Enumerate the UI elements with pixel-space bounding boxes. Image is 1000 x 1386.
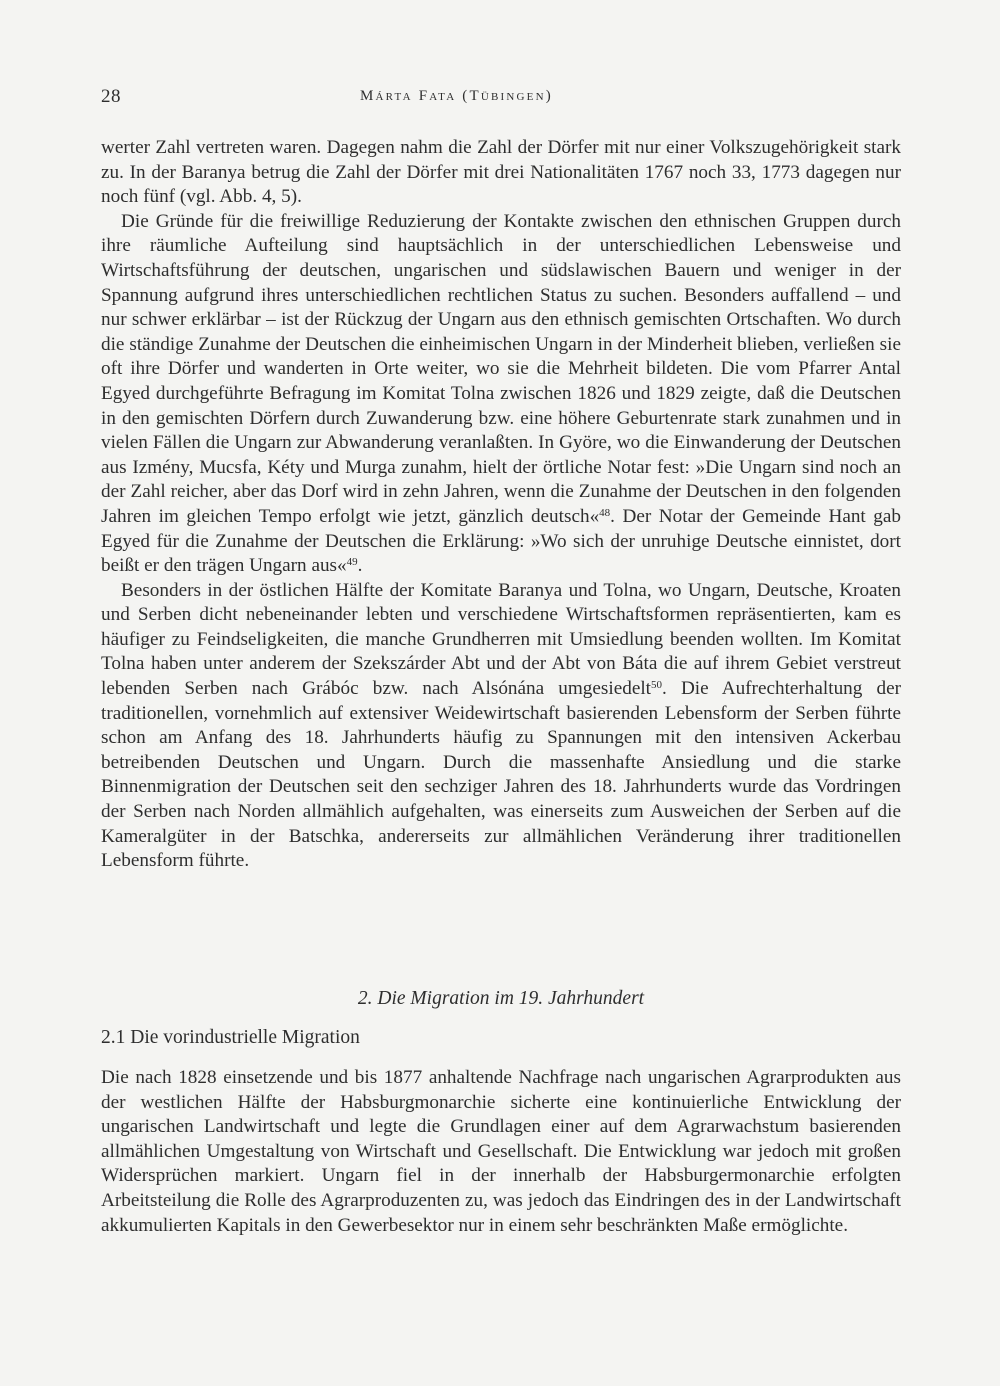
footnote-ref: 48 xyxy=(599,506,611,519)
paragraph-1-text: werter Zahl vertreten waren. Dagegen nahm die Zahl der Dörfer mit nur einer Volkszugehörigkeit stark zu. In der Baranya betrug die Zahl der Dörfer mit drei Nationalitäten 1767 noch 33, 1773 dagegen nur noch fünf (vgl. Abb. 4, 5). xyxy=(101,137,901,208)
body-text xyxy=(101,136,901,874)
paragraph-2-text-c: . xyxy=(357,555,363,577)
running-head: Márta Fata (Tübingen) xyxy=(360,88,553,104)
paragraph-3 xyxy=(101,579,901,874)
paragraph-3-text-b: . Die Aufrechterhaltung der traditionellen, vornehmlich auf extensiver Weidewirtschaft basierenden Lebensform der Serben führte schon am Anfang des 18. Jahrhunderts häufig zu Spannungen mit den intensiven Ackerbau betreibenden Deutschen und Ungarn. Durch die massenhafte Ansiedlung und die starke Binnenmigration der Deutschen seit den sechziger Jahren des 18. Jahrhunderts wurde das Vordringen der Serben nach Norden allmählich aufgehalten, was einerseits zum Ausweichen der Serben auf die Kameralgüter in der Batschka, andererseits zur allmählichen Veränderung ihrer traditionellen Lebensform führte. xyxy=(101,678,901,872)
section-paragraph: Die nach 1828 einsetzende und bis 1877 anhaltende Nachfrage nach ungarischen Agrarprodukten aus der westlichen Hälfte der Habsburgmonarchie sicherte eine kontinuierliche Entwicklung der ungarischen Landwirtschaft und legte die Grundlagen einer auf dem Agrarwachstum basierenden allmählichen Umgestaltung von Wirtschaft und Gesellschaft. Die Entwicklung war jedoch mit großen Widersprüchen markiert. Ungarn fiel in der innerhalb der Habsburgermonarchie erfolgten Arbeitsteilung die Rolle des Agrarproduzenten zu, was jedoch das Eindringen des in der Landwirtschaft akkumulierten Kapitals in den Gewerbesektor nur in einem sehr beschränkten Maße ermöglichte. xyxy=(101,1067,901,1236)
paragraph-1 xyxy=(101,136,901,210)
page-number: 28 xyxy=(101,86,121,107)
footnote-ref: 50 xyxy=(651,679,663,692)
paragraph-2 xyxy=(101,210,901,579)
paragraph-3-text-a: Besonders in der östlichen Hälfte der Komitate Baranya und Tolna, wo Ungarn, Deutsche, Kroaten und Serben dicht nebeneinander lebten und verschiedene Wirtschaftsformen repräsentierten, kam es häufiger zu Feindseligkeiten, die manche Grundherren mit Umsiedlung beenden wollten. Im Komitat Tolna haben unter anderem der Szekszárder Abt und der Abt von Báta die auf ihrem Gebiet verstreut lebenden Serben nach Grábóc bzw. nach Alsónána umgesiedelt xyxy=(101,579,901,700)
subsection-title: 2.1 Die vorindustrielle Migration xyxy=(101,1027,360,1048)
section-title: 2. Die Migration im 19. Jahrhundert xyxy=(357,988,645,1009)
paragraph-2-text-a: Die Gründe für die freiwillige Reduzierung der Kontakte zwischen den ethnischen Gruppen durch ihre räumliche Aufteilung sind hauptsächlich in der unterschiedlichen Lebensweise und Wirtschaftsführung der deutschen, ungarischen und südslawischen Bauern und weniger in der Spannung aufgrund ihres unterschiedlichen rechtlichen Status zu suchen. Besonders auffallend – und nur schwer erklärbar – ist der Rückzug der Ungarn aus den ethnisch gemischten Ortschaften. Wo durch die ständige Zunahme der Deutschen die einheimischen Ungarn in der Minderheit blieben, verließen sie oft ihre Dörfer und wanderten in Orte weiter, wo sie die Mehrheit bildeten. Die vom Pfarrer Antal Egyed durchgeführte Befragung im Komitat Tolna zwischen 1826 und 1829 zeigte, daß die Deutschen in den gemischten Dörfern durch Zuwanderung bzw. eine höhere Geburtenrate stark zunahmen und in vielen Fällen die Ungarn zur Abwanderung veranlaßten. In Györe, wo die Einwanderung der Deutschen aus Izmény, Mucsfa, Kéty und Murga zunahm, hielt der örtliche Notar fest: »Die Ungarn sind noch an der Zahl reicher, aber das Dorf wird in zehn Jahren, wenn die Zunahme der Deutschen in den folgenden Jahren im gleichen Tempo erfolgt wie jetzt, gänzlich deutsch« xyxy=(101,210,901,527)
section-body xyxy=(101,1066,901,1238)
paragraph-2-text-b: . Der Notar der Gemeinde Hant gab Egyed für die Zunahme der Deutschen die Erklärung: »Wo sich der unruhige Deutsche einnistet, dort beißt er den trägen Ungarn aus« xyxy=(101,505,901,577)
footnote-ref: 49 xyxy=(346,556,358,569)
